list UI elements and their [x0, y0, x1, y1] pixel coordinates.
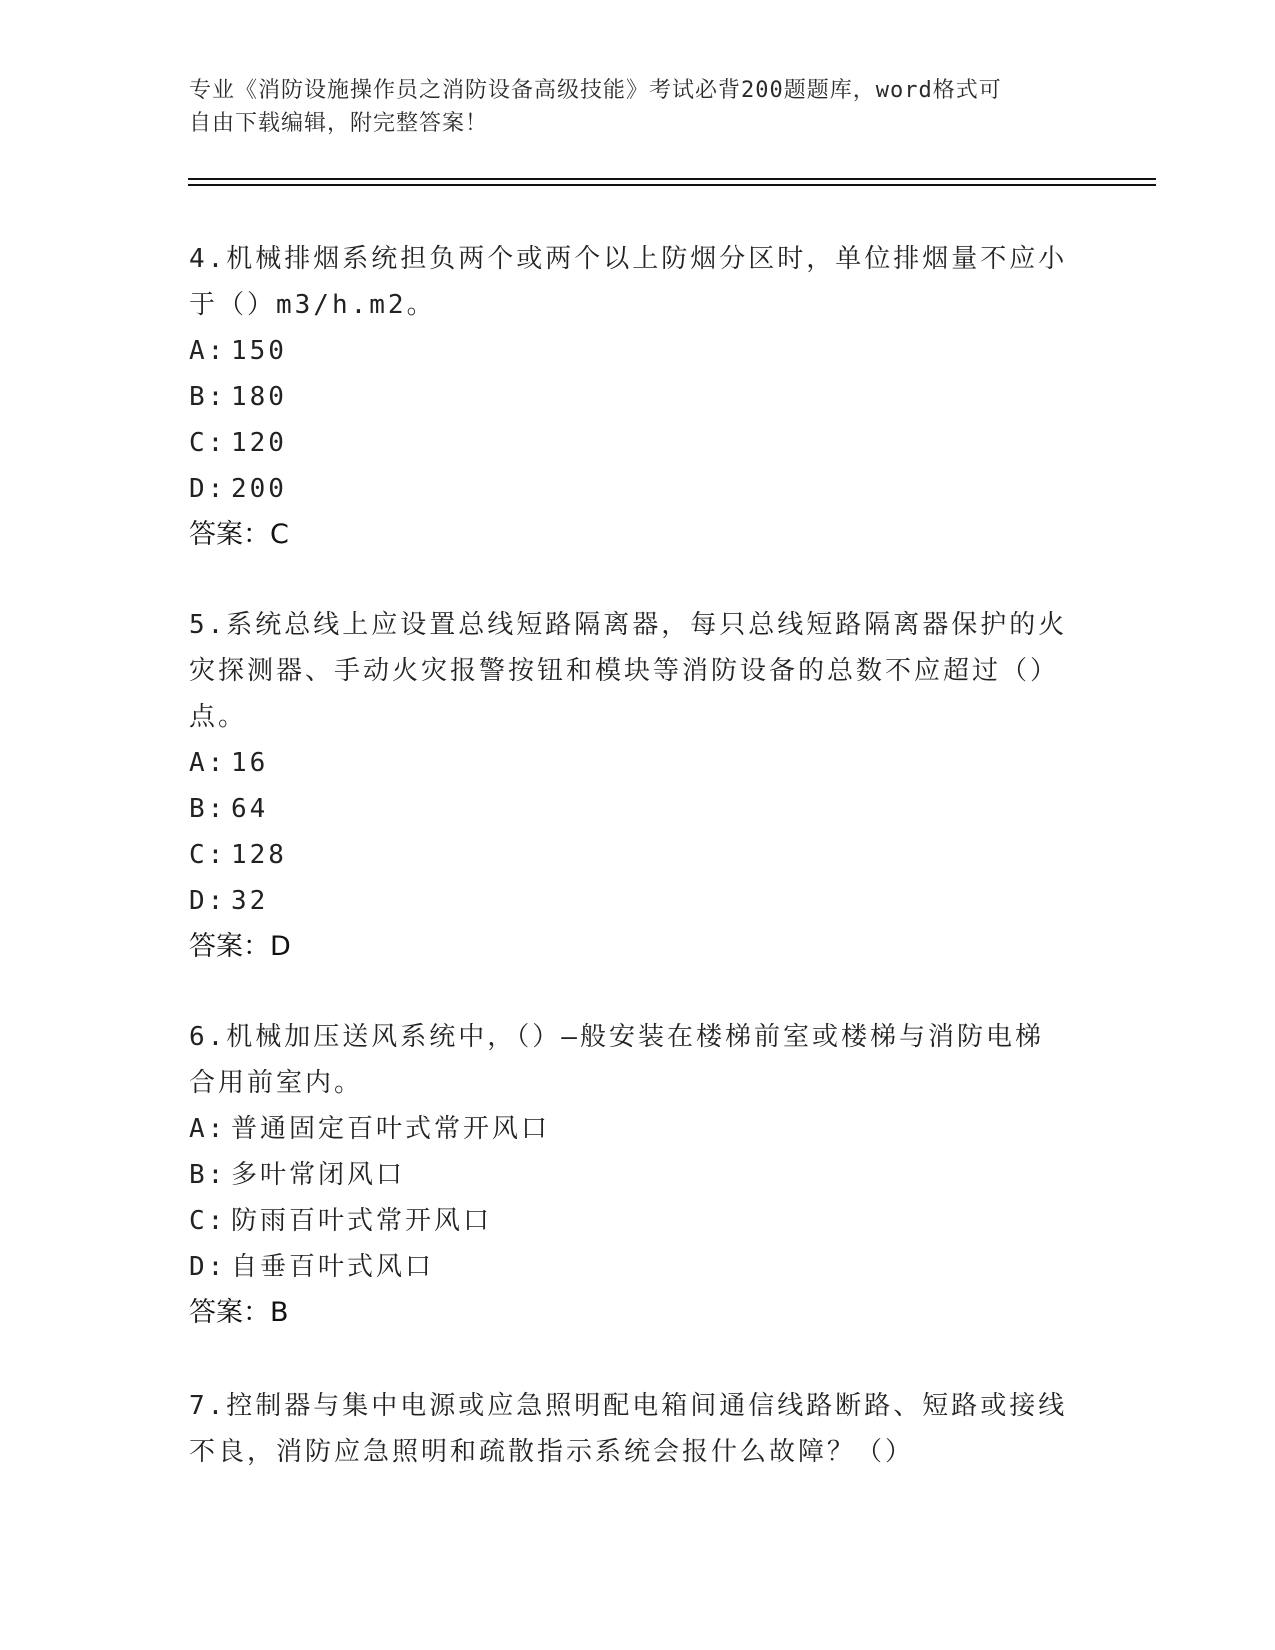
question-7 [189, 1383, 1069, 1475]
question-line: 合用前室内。 [189, 1068, 364, 1098]
question-line: 4.机械排烟系统担负两个或两个以上防烟分区时，单位排烟量不应小 [189, 244, 1068, 274]
option-key: A: [189, 748, 227, 778]
header-line-1: 专业《消防设施操作员之消防设备高级技能》考试必背200题题库，word格式可 [189, 78, 1002, 103]
question-6 [189, 1014, 1069, 1336]
question-line: 7.控制器与集中电源或应急照明配电箱间通信线路断路、短路或接线 [189, 1391, 1068, 1421]
option-key: A: [189, 336, 227, 366]
question-line: 不良，消防应急照明和疏散指示系统会报什么故障？（） [189, 1437, 915, 1467]
option-b [189, 786, 1069, 832]
answer-line: 答案：B [189, 1297, 289, 1328]
option-text: 多叶常闭风口 [231, 1160, 406, 1190]
option-text: 自垂百叶式风口 [231, 1252, 435, 1282]
option-d [189, 466, 1069, 512]
option-key: D: [189, 1252, 227, 1282]
option-key: D: [189, 474, 227, 504]
option-d [189, 1244, 1069, 1290]
option-text: 120 [231, 428, 287, 458]
option-key: C: [189, 428, 227, 458]
document-header [189, 74, 1069, 140]
option-text: 32 [231, 886, 269, 916]
header-line-2: 自由下载编辑，附完整答案！ [189, 111, 489, 136]
option-key: C: [189, 840, 227, 870]
question-4 [189, 236, 1069, 558]
option-a [189, 740, 1069, 786]
option-c [189, 832, 1069, 878]
option-b [189, 374, 1069, 420]
option-d [189, 878, 1069, 924]
option-text: 128 [231, 840, 287, 870]
option-b [189, 1152, 1069, 1198]
question-5 [189, 602, 1069, 970]
option-key: B: [189, 794, 227, 824]
option-text: 16 [231, 748, 269, 778]
question-line: 于（）m3/h.m2。 [189, 290, 436, 320]
question-line: 5.系统总线上应设置总线短路隔离器，每只总线短路隔离器保护的火 [189, 610, 1068, 640]
header-divider-top [188, 178, 1156, 180]
option-text: 64 [231, 794, 269, 824]
option-c [189, 1198, 1069, 1244]
option-text: 防雨百叶式常开风口 [231, 1206, 493, 1236]
option-a [189, 328, 1069, 374]
option-key: A: [189, 1114, 227, 1144]
option-key: D: [189, 886, 227, 916]
header-divider-bottom [188, 184, 1156, 186]
option-text: 180 [231, 382, 287, 412]
option-text: 200 [231, 474, 287, 504]
option-key: B: [189, 1160, 227, 1190]
option-c [189, 420, 1069, 466]
option-key: B: [189, 382, 227, 412]
option-text: 150 [231, 336, 287, 366]
option-a [189, 1106, 1069, 1152]
answer-line: 答案：D [189, 931, 291, 962]
option-text: 普通固定百叶式常开风口 [231, 1114, 551, 1144]
question-line: 6.机械加压送风系统中，（）—般安装在楼梯前室或楼梯与消防电梯 [189, 1022, 1044, 1052]
question-line: 点。 [189, 702, 248, 732]
option-key: C: [189, 1206, 227, 1236]
question-line: 灾探测器、手动火灾报警按钮和模块等消防设备的总数不应超过（） [189, 656, 1060, 686]
answer-line: 答案：C [189, 519, 289, 550]
